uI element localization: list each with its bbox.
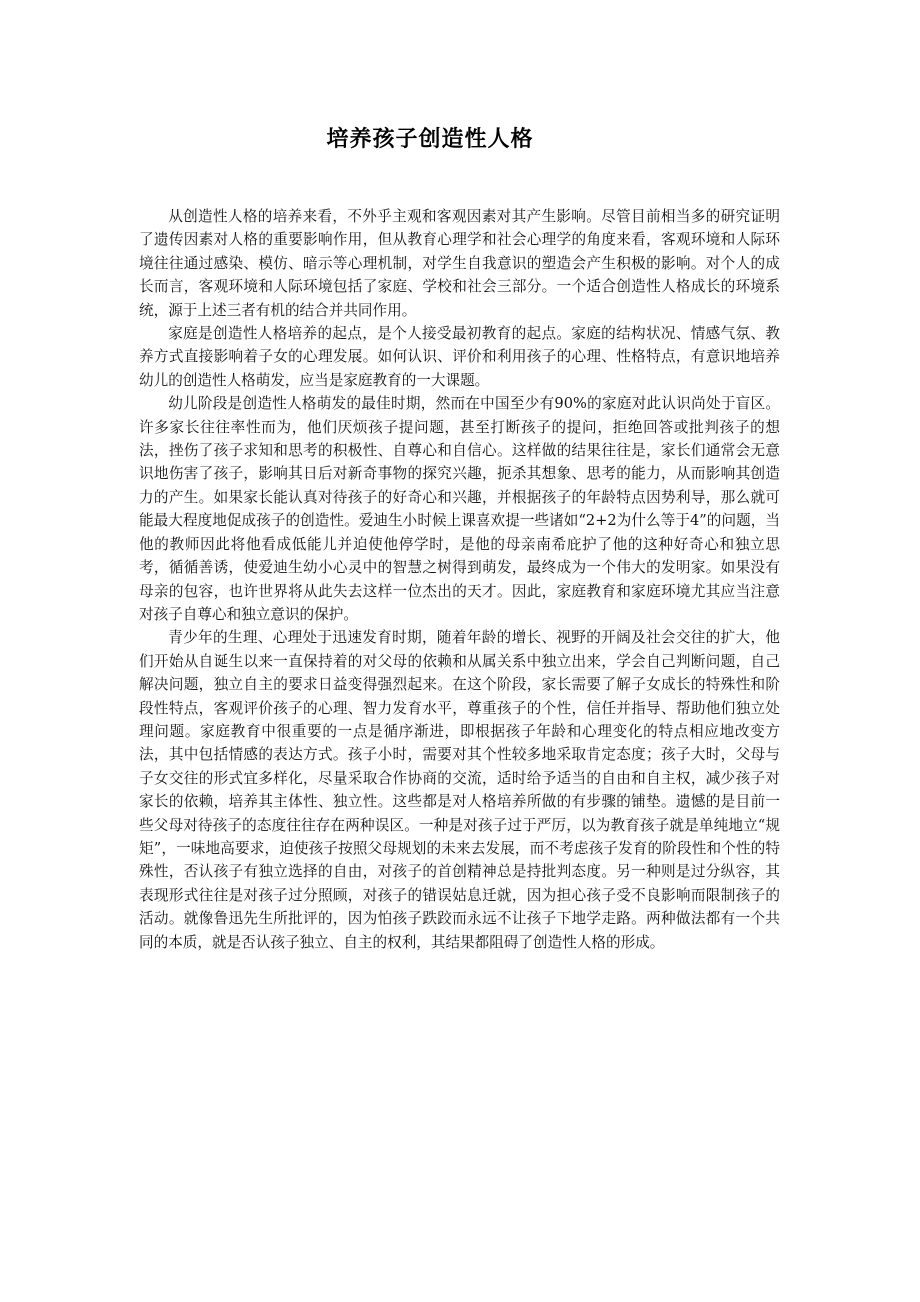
document-title: 培养孩子创造性人格	[326, 127, 534, 152]
paragraph: 从创造性人格的培养来看，不外乎主观和客观因素对其产生影响。尽管目前相当多的研究证明了遗传因素对人格的重要影响作用，但从教育心理学和社会心理学的角度来看，客观环境和人际环境往往通过感染、模仿、暗示等心理机制，对学生自我意识的塑造会产生积极的影响。对个人的成长而言，客观环境和人际环境包括了家庭、学校和社会三部分。一个适合创造性人格成长的环境系统，源于上述三者有机的结合并共同作用。	[139, 208, 780, 319]
paragraph: 家庭是创造性人格培养的起点，是个人接受最初教育的起点。家庭的结构状况、情感气氛、教养方式直接影响着子女的心理发展。如何认识、评价和利用孩子的心理、性格特点，有意识地培养幼儿的创造性人格萌发，应当是家庭教育的一大课题。	[139, 325, 780, 389]
paragraph: 青少年的生理、心理处于迅速发育时期，随着年龄的增长、视野的开阔及社会交往的扩大，他们开始从自诞生以来一直保持着的对父母的依赖和从属关系中独立出来，学会自己判断问题，自己解决问题，独立自主的要求日益变得强烈起来。在这个阶段，家长需要了解子女成长的特殊性和阶段性特点，客观评价孩子的心理、智力发育水平，尊重孩子的个性，信任并指导、帮助他们独立处理问题。家庭教育中很重要的一点是循序渐进，即根据孩子年龄和心理变化的特点相应地改变方法，其中包括情感的表达方式。孩子小时，需要对其个性较多地采取肯定态度；孩子大时，父母与子女交往的形式宜多样化，尽量采取合作协商的交流，适时给予适当的自由和自主权，减少孩子对家长的依赖，培养其主体性、独立性。这些都是对人格培养所做的有步骤的铺垫。遗憾的是目前一些父母对待孩子的态度往往存在两种误区。一种是对孩子过于严厉，以为教育孩子就是单纯地立“规矩”，一味地高要求，迫使孩子按照父母规划的未来去发展，而不考虑孩子发育的阶段性和个性的特殊性，否认孩子有独立选择的自由，对孩子的首创精神总是持批判态度。另一种则是过分纵容，其表现形式往往是对孩子过分照顾，对孩子的错误姑息迁就，因为担心孩子受不良影响而限制孩子的活动。就像鲁迅先生所批评的，因为怕孩子跌跤而永远不让孩子下地学走路。两种做法都有一个共同的本质，就是否认孩子独立、自主的权利，其结果都阻碍了创造性人格的形成。	[139, 629, 780, 951]
paragraph: 幼儿阶段是创造性人格萌发的最佳时期，然而在中国至少有90%的家庭对此认识尚处于盲区。许多家长往往率性而为，他们厌烦孩子提问题，甚至打断孩子的提问，拒绝回答或批判孩子的想法，挫伤了孩子求知和思考的积极性、自尊心和自信心。这样做的结果往往是，家长们通常会无意识地伤害了孩子，影响其日后对新奇事物的探究兴趣，扼杀其想象、思考的能力，从而影响其创造力的产生。如果家长能认真对待孩子的好奇心和兴趣，并根据孩子的年龄特点因势利导，那么就可能最大程度地促成孩子的创造性。爱迪生小时候上课喜欢提一些诸如“2+2为什么等于4”的问题，当他的教师因此将他看成低能儿并迫使他停学时，是他的母亲南希庇护了他的这种好奇心和独立思考，循循善诱，使爱迪生幼小心灵中的智慧之树得到萌发，最终成为一个伟大的发明家。如果没有母亲的包容，也许世界将从此失去这样一位杰出的天才。因此，家庭教育和家庭环境尤其应当注意对孩子自尊心和独立意识的保护。	[139, 395, 780, 623]
document-body	[139, 205, 780, 954]
